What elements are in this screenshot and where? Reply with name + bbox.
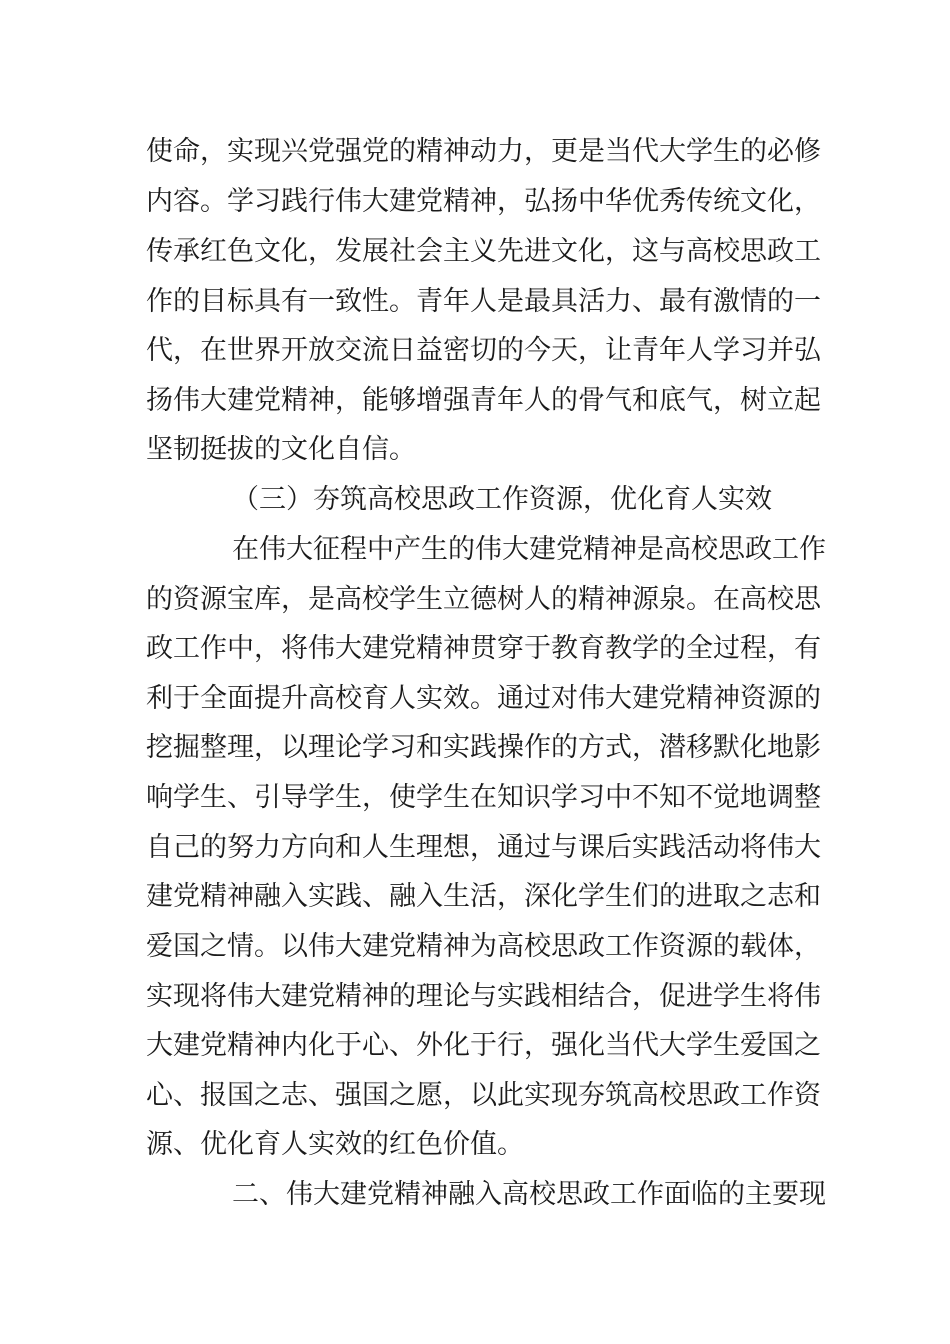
text-line-15: 自己的努力方向和人生理想，通过与课后实践活动将伟大: [146, 832, 821, 863]
text-line-16: 建党精神融入实践、融入生活，深化学生们的进取之志和: [146, 881, 821, 912]
text-line-17: 爱国之情。以伟大建党精神为高校思政工作资源的载体，: [146, 931, 821, 962]
text-line-1: 使命，实现兴党强党的精神动力，更是当代大学生的必修: [146, 136, 821, 167]
text-line-13: 挖掘整理，以理论学习和实践操作的方式，潜移默化地影: [146, 732, 821, 763]
text-line-20: 心、报国之志、强国之愿，以此实现夯筑高校思政工作资: [146, 1080, 821, 1111]
text-line-11: 政工作中，将伟大建党精神贯穿于教育教学的全过程，有: [146, 633, 821, 664]
text-line-19: 大建党精神内化于心、外化于行，强化当代大学生爱国之: [146, 1030, 821, 1061]
chapter-heading: 二、伟大建党精神融入高校思政工作面临的主要现: [232, 1179, 826, 1210]
text-line-21: 源、优化育人实效的红色价值。: [146, 1129, 524, 1160]
text-line-6: 扬伟大建党精神，能够增强青年人的骨气和底气，树立起: [146, 385, 821, 416]
text-line-4: 作的目标具有一致性。青年人是最具活力、最有激情的一: [146, 286, 821, 317]
text-line-7: 坚韧挺拔的文化自信。: [146, 434, 416, 465]
text-line-12: 利于全面提升高校育人实效。通过对伟大建党精神资源的: [146, 683, 821, 714]
text-line-3: 传承红色文化，发展社会主义先进文化，这与高校思政工: [146, 236, 821, 267]
text-line-18: 实现将伟大建党精神的理论与实践相结合，促进学生将伟: [146, 981, 821, 1012]
text-line-14: 响学生、引导学生，使学生在知识学习中不知不觉地调整: [146, 782, 821, 813]
paragraph-start: 在伟大征程中产生的伟大建党精神是高校思政工作: [232, 534, 826, 565]
section-heading: （三）夯筑高校思政工作资源，优化育人实效: [232, 484, 772, 515]
text-line-5: 代，在世界开放交流日益密切的今天，让青年人学习并弘: [146, 335, 821, 366]
text-line-10: 的资源宝库，是高校学生立德树人的精神源泉。在高校思: [146, 584, 821, 615]
text-line-2: 内容。学习践行伟大建党精神，弘扬中华优秀传统文化，: [146, 186, 821, 217]
